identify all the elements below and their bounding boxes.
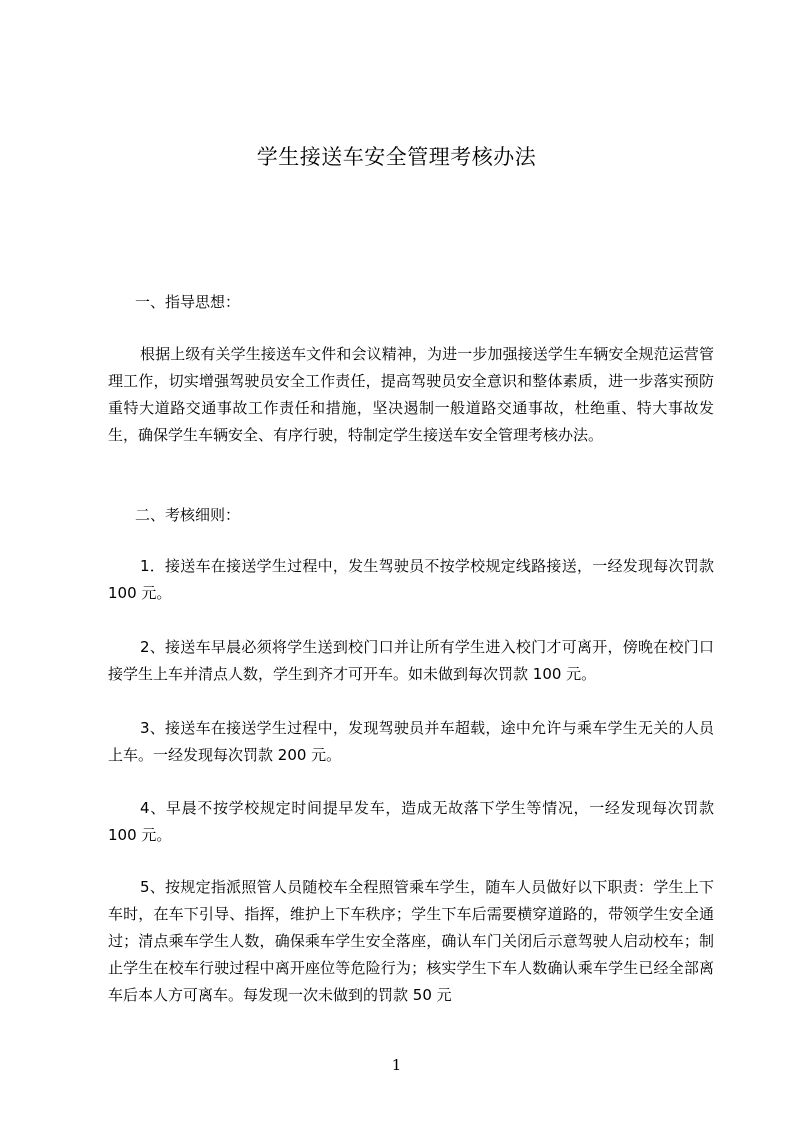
document-title: 学生接送车安全管理考核办法 (256, 145, 537, 169)
rule-item-3: 3、接送车在接送学生过程中，发现驾驶员并车超载，途中允许与乘车学生无关的人员上车。一经发现每次罚款 200 元。 (108, 719, 714, 764)
section-heading-guiding-ideology: 一、指导思想： (135, 293, 241, 311)
rule-item-5: 5、按规定指派照管人员随校车全程照管乘车学生，随车人员做好以下职责：学生上下车时，在车下引导、指挥，维护上下车秩序；学生下车后需要横穿道路的，带领学生安全通过；清点乘车学生人数，确保乘车学生安全落座，确认车门关闭后示意驾驶人启动校车；制止学生在校车行驶过程中离开座位等危险行为；核实学生下车人数确认乘车学生已经全部离车后本人方可离车。每发现一次未做到的罚款 50 元 (108, 878, 714, 1004)
rule-item-2: 2、接送车早晨必须将学生送到校门口并让所有学生进入校门才可离开，傍晚在校门口接学生上车并清点人数，学生到齐才可开车。如未做到每次罚款 100 元。 (108, 638, 714, 683)
page-number: 1 (391, 1056, 402, 1074)
section-heading-assessment-rules: 二、考核细则： (135, 506, 241, 524)
paragraph-guiding-ideology: 根据上级有关学生接送车文件和会议精神，为进一步加强接送学生车辆安全规范运营管理工作，切实增强驾驶员安全工作责任，提高驾驶员安全意识和整体素质，进一步落实预防重特大道路交通事故工作责任和措施，坚决遏制一般道路交通事故，杜绝重、特大事故发生，确保学生车辆安全、有序行驶，特制定学生接送车安全管理考核办法。 (108, 345, 714, 444)
rule-item-1: 1．接送车在接送学生过程中，发生驾驶员不按学校规定线路接送，一经发现每次罚款 100 元。 (108, 557, 714, 602)
rule-item-4: 4、早晨不按学校规定时间提早发车，造成无故落下学生等情况，一经发现每次罚款 100 元。 (108, 799, 714, 844)
